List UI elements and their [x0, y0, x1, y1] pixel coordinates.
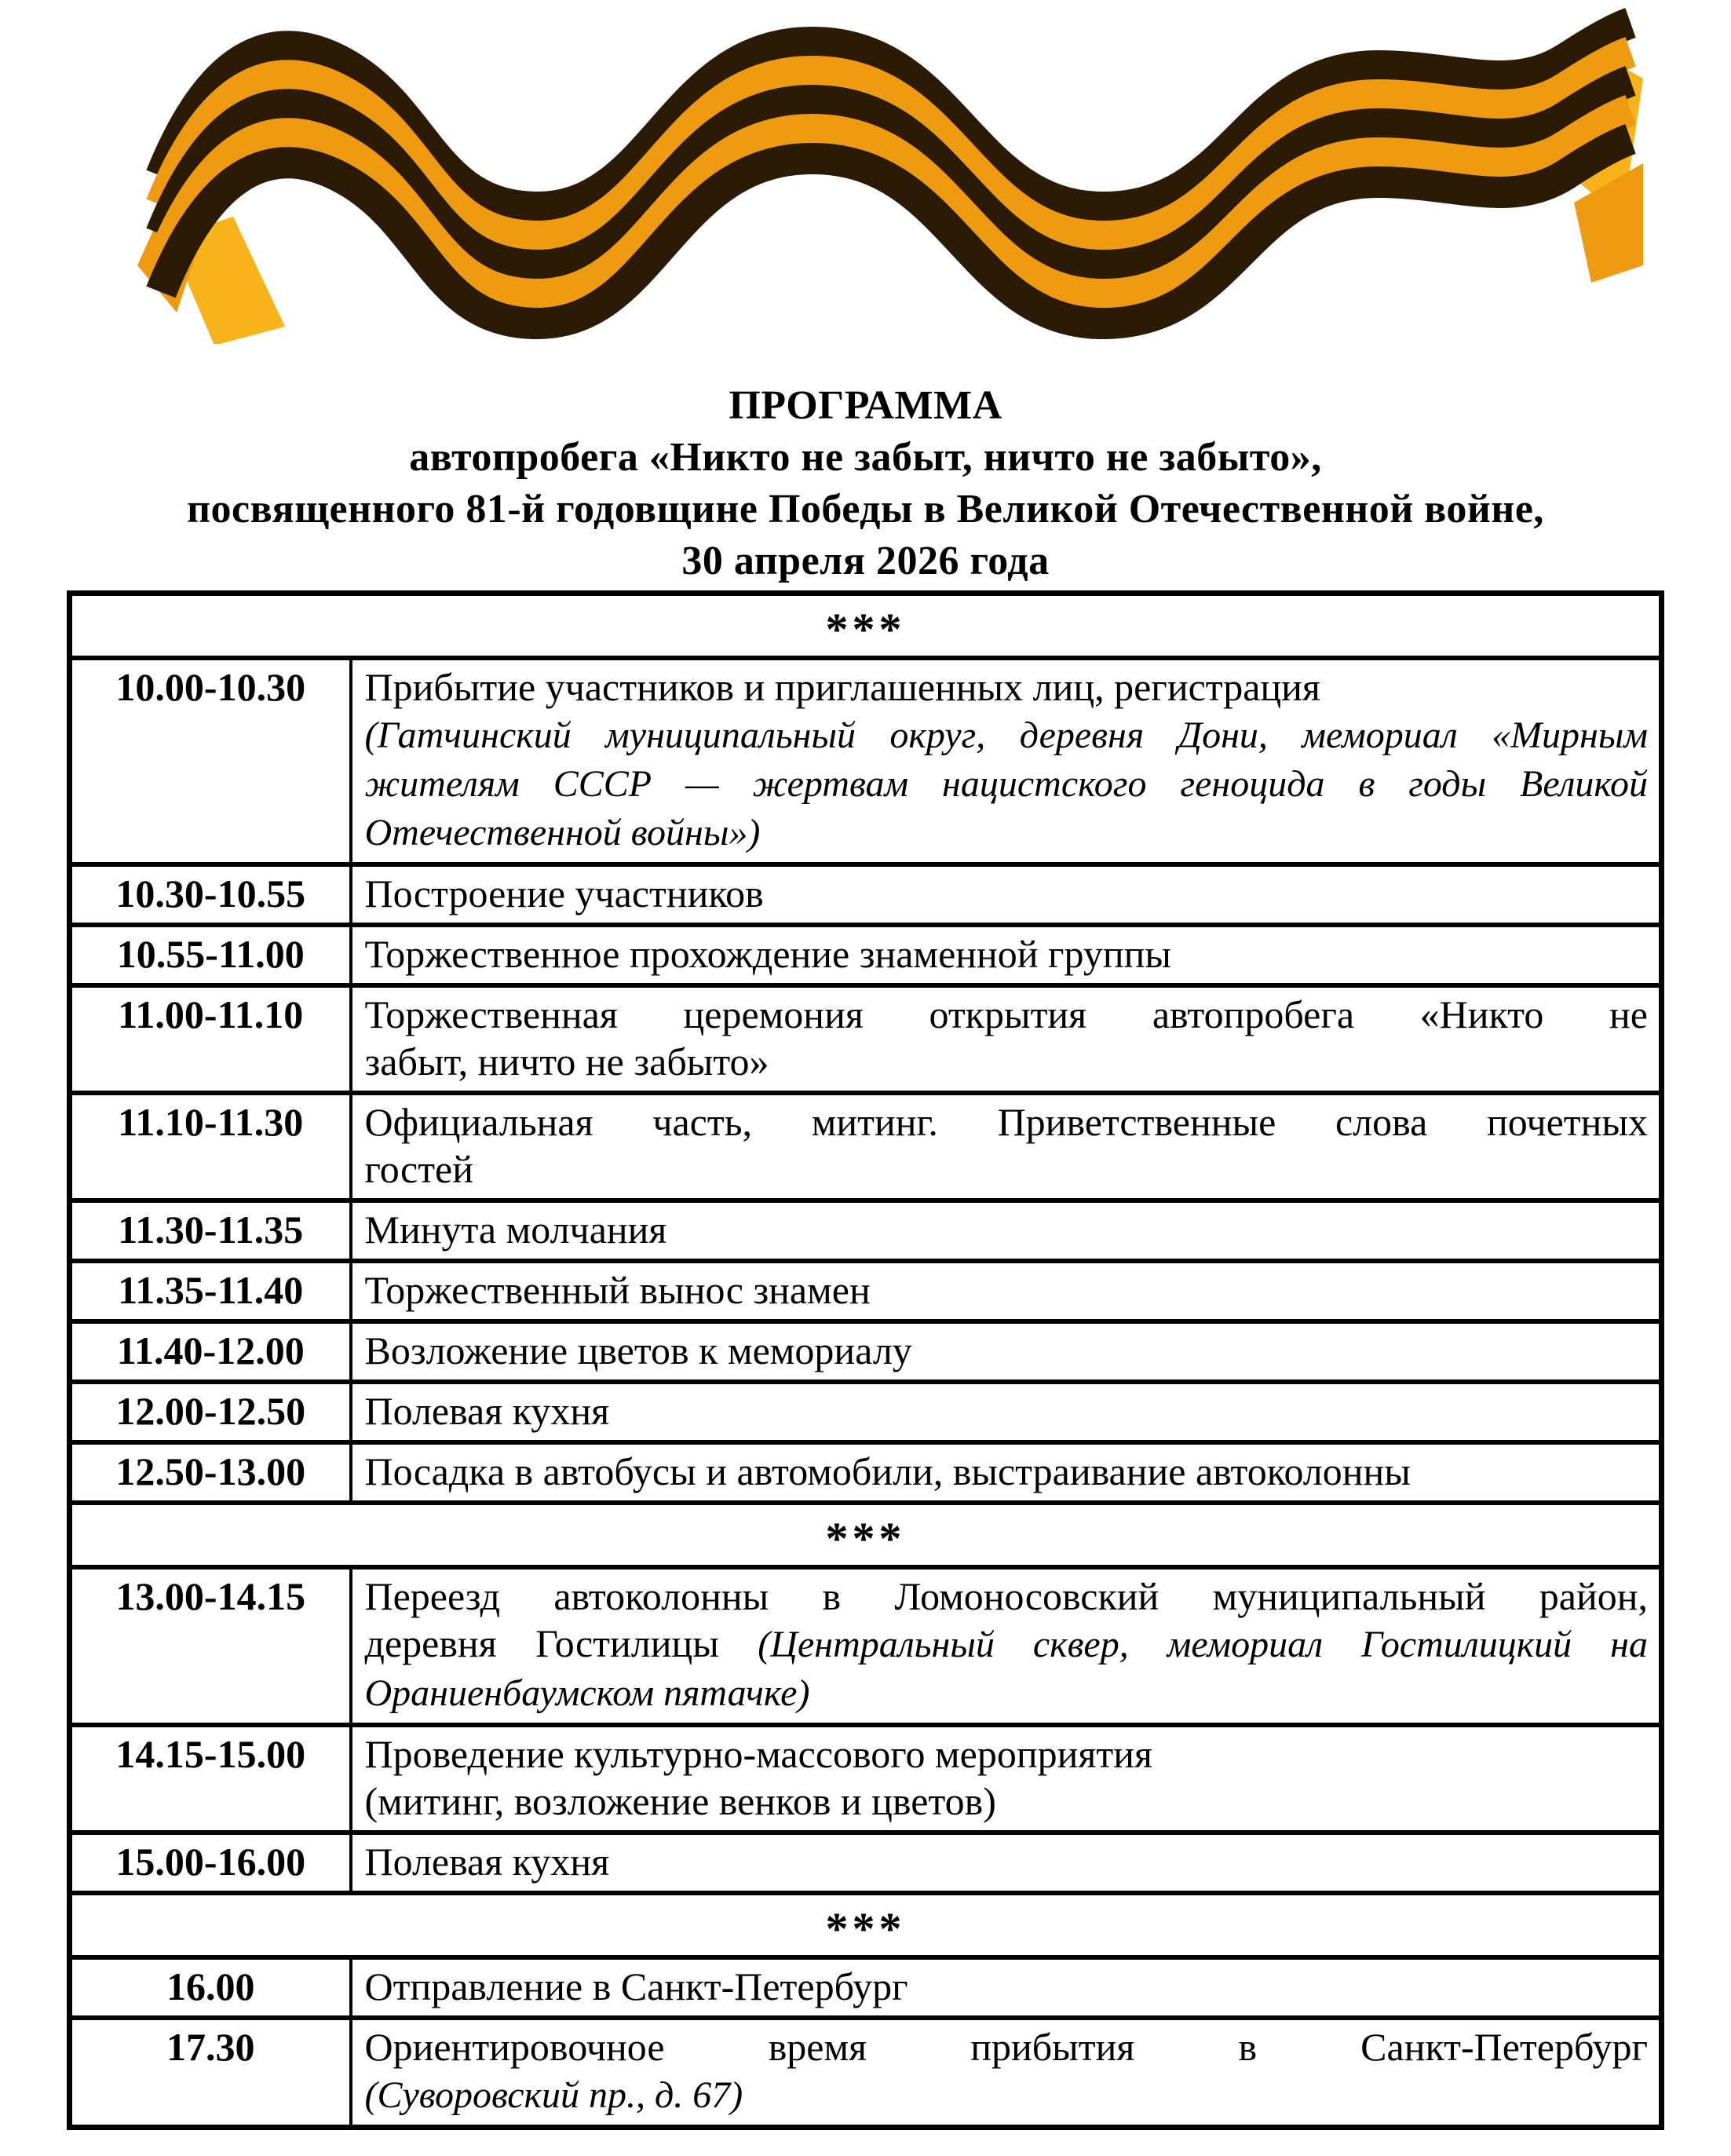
event-description [351, 1957, 1662, 2018]
table-row [70, 1833, 1662, 1893]
event-text-segment: Построение участников [364, 872, 764, 915]
event-text-segment: Полевая кухня [364, 1840, 610, 1884]
table-row [70, 925, 1662, 985]
event-time: 11.00-11.10 [70, 985, 351, 1093]
ribbon-stripes [161, 23, 1631, 323]
event-text-segment: Переезд автоколонны в Ломоносовский муниципальный район, [364, 1574, 1648, 1618]
event-text-segment: Посадка в автобусы и автомобили, выстраивание автоколонны [364, 1449, 1411, 1493]
table-row [70, 2018, 1662, 2128]
event-description [351, 1567, 1662, 1725]
event-time: 10.00-10.30 [70, 658, 351, 864]
event-description [351, 1261, 1662, 1321]
event-note-segment: (Центральный сквер, мемориал Гостилицкий на [758, 1624, 1648, 1665]
event-note-segment: жителям СССР — жертвам нацистского геноцида в годы Великой [364, 763, 1648, 805]
title-line-3: посвященного 81-й годовщине Победы в Великой Отечественной войне, [187, 487, 1544, 532]
event-time: 16.00 [70, 1957, 351, 2018]
event-time: 12.50-13.00 [70, 1442, 351, 1503]
event-description [351, 985, 1662, 1093]
event-text-line [365, 711, 1649, 759]
separator-cell: *** [70, 1893, 1662, 1957]
event-text-segment: (митинг, возложение венков и цветов) [364, 1779, 996, 1823]
table-row [70, 1442, 1662, 1503]
table-row [70, 985, 1662, 1093]
event-text-line [365, 1620, 1649, 1668]
event-text-segment: Торжественная церемония открытия автопробега «Никто не [364, 992, 1648, 1036]
event-text-line [365, 870, 1649, 917]
event-text-segment: Официальная часть, митинг. Приветственные слова почетных [364, 1100, 1648, 1144]
event-text-line [365, 2070, 1649, 2119]
event-description [351, 1382, 1662, 1442]
table-row [70, 1093, 1662, 1200]
schedule-table-body [70, 594, 1662, 2128]
event-text-line [365, 1098, 1649, 1146]
separator-row [70, 1893, 1662, 1957]
event-text-line [365, 1778, 1649, 1825]
event-text-segment: забыт, ничто не забыто» [364, 1040, 769, 1083]
table-row [70, 1567, 1662, 1725]
table-row [70, 864, 1662, 925]
st-george-ribbon-svg [90, 6, 1645, 344]
table-row [70, 1261, 1662, 1321]
event-note-segment: Отечественной войны») [364, 812, 761, 853]
event-description [351, 2018, 1662, 2128]
document-title [0, 380, 1731, 587]
event-text-line [365, 1146, 1649, 1193]
event-text-segment: Полевая кухня [364, 1389, 610, 1433]
event-text-line [365, 991, 1649, 1038]
event-text-line [365, 1668, 1649, 1717]
event-text-segment: Ориентировочное время прибытия в Санкт-Петербург [364, 2025, 1648, 2069]
event-text-line [365, 1838, 1649, 1885]
event-description [351, 1725, 1662, 1833]
title-line-4: 30 апреля 2026 года [681, 539, 1050, 583]
event-text-line [365, 1448, 1649, 1495]
event-time: 15.00-16.00 [70, 1833, 351, 1893]
event-description [351, 1442, 1662, 1503]
st-george-ribbon-icon [90, 6, 1645, 344]
event-text-segment: гостей [364, 1147, 474, 1191]
event-text-line [365, 759, 1649, 808]
event-description [351, 1093, 1662, 1200]
title-line-1: ПРОГРАММА [729, 383, 1002, 428]
event-note-segment: Ораниенбаумском пятачке) [364, 1672, 810, 1714]
table-row [70, 1382, 1662, 1442]
event-description [351, 1833, 1662, 1893]
event-time: 11.30-11.35 [70, 1200, 351, 1261]
event-text-segment: Торжественный вынос знамен [364, 1268, 871, 1312]
event-text-segment: Отправление в Санкт-Петербург [364, 1964, 908, 2008]
event-time: 11.35-11.40 [70, 1261, 351, 1321]
separator-cell: *** [70, 594, 1662, 659]
event-text-line [365, 930, 1649, 978]
event-text-line [365, 1327, 1649, 1374]
event-description [351, 658, 1662, 864]
event-description [351, 864, 1662, 925]
event-text-segment: Торжественное прохождение знаменной группы [364, 932, 1171, 976]
event-text-segment: Прибытие участников и приглашенных лиц, регистрация [364, 665, 1320, 709]
event-text-line [365, 1206, 1649, 1253]
event-text-line [365, 1730, 1649, 1778]
separator-row [70, 1503, 1662, 1567]
event-description [351, 1321, 1662, 1382]
event-time: 11.40-12.00 [70, 1321, 351, 1382]
event-description [351, 925, 1662, 985]
table-row [70, 1957, 1662, 2018]
event-text-segment: Минута молчания [364, 1208, 667, 1252]
separator-row [70, 594, 1662, 659]
table-row [70, 1200, 1662, 1261]
event-text-segment: деревня Гостилицы [364, 1621, 758, 1665]
event-time: 14.15-15.00 [70, 1725, 351, 1833]
event-time: 13.00-14.15 [70, 1567, 351, 1725]
event-text-line [365, 808, 1649, 857]
event-time: 10.55-11.00 [70, 925, 351, 985]
event-time: 17.30 [70, 2018, 351, 2128]
separator-cell: *** [70, 1503, 1662, 1567]
event-time: 12.00-12.50 [70, 1382, 351, 1442]
event-note-segment: (Гатчинский муниципальный округ, деревня Дони, мемориал «Мирным [364, 714, 1648, 756]
table-row [70, 1725, 1662, 1833]
title-line-2: автопробега «Никто не забыт, ничто не забыто», [409, 435, 1322, 480]
event-time: 11.10-11.30 [70, 1093, 351, 1200]
event-text-line [365, 1038, 1649, 1085]
event-text-line [365, 1387, 1649, 1434]
event-text-line [365, 1266, 1649, 1314]
event-note-segment: (Суворовский пр., д. 67) [364, 2074, 743, 2116]
table-row [70, 1321, 1662, 1382]
event-time: 10.30-10.55 [70, 864, 351, 925]
event-text-segment: Проведение культурно-массового мероприятия [364, 1732, 1152, 1776]
table-row [70, 658, 1662, 864]
event-text-line [365, 1963, 1649, 2010]
event-text-line [365, 663, 1649, 711]
event-text-line [365, 2023, 1649, 2070]
event-text-line [365, 1573, 1649, 1620]
event-text-segment: Возложение цветов к мемориалу [364, 1328, 912, 1372]
event-description [351, 1200, 1662, 1261]
schedule-table [67, 590, 1664, 2130]
